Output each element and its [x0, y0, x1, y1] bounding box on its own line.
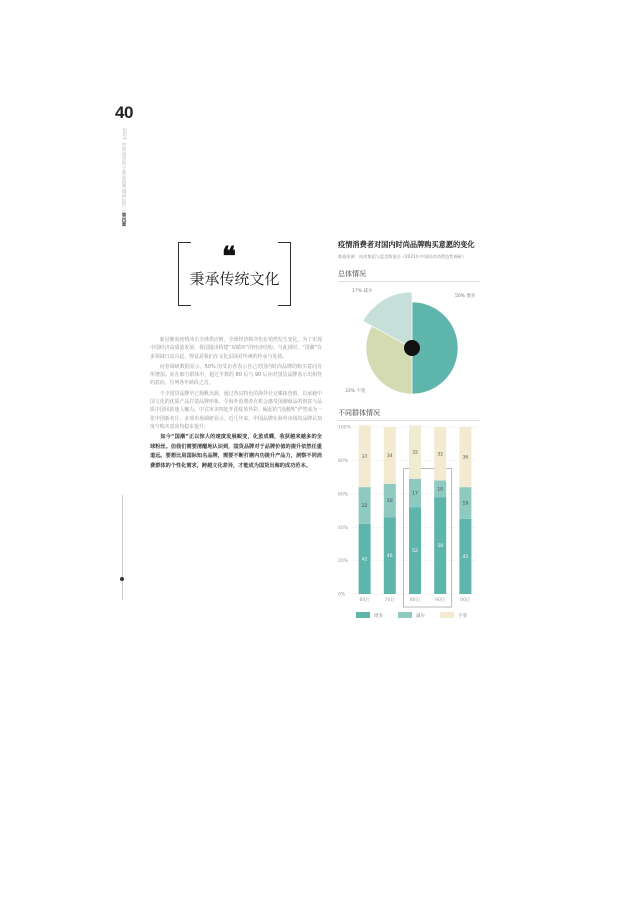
- side-section: 第四章: [121, 212, 126, 227]
- bar-value-label: 46: [386, 554, 393, 560]
- x-tick-label: 80后: [409, 598, 421, 603]
- legend-label: 减少: [416, 614, 425, 619]
- quote-icon: ❝: [222, 242, 236, 272]
- side-separator: |: [121, 209, 126, 212]
- x-tick-label: 60后: [359, 598, 370, 603]
- legend-label: 不变: [458, 614, 467, 619]
- y-tick-label: 20%: [338, 559, 349, 565]
- paragraph: 新冠肺炎疫情冲击全球供应链，全球经济秩序也在悄然发生变化。为了实现中国经济高质量发展，我国提出构建“双循环”的经济结构。与此同时，“国潮”在多领域日益兴起，得益是我们在文化层面对传统的传承与发扬。: [150, 337, 322, 360]
- chart-source: 数据来源：时尚集团与蓝美数据合《2021年中国时尚消费趋势调研》: [338, 254, 466, 259]
- side-year: 2021: [121, 128, 126, 141]
- y-tick-label: 100%: [338, 425, 351, 431]
- bar-value-label: 58: [437, 544, 444, 550]
- x-tick-label: 00后: [460, 598, 471, 603]
- legend-swatch: [440, 612, 454, 618]
- bar-value-label: 17: [412, 491, 418, 497]
- pie-slice-label: 33% 不变: [345, 389, 366, 394]
- bar-value-label: 37: [361, 454, 368, 460]
- legend-swatch: [398, 612, 412, 618]
- pie-slice-label: 50% 增多: [455, 294, 476, 299]
- bar-value-label: 52: [412, 549, 418, 555]
- y-tick-label: 60%: [338, 492, 349, 498]
- pie-center-dot: [404, 340, 420, 356]
- x-tick-label: 90后: [435, 598, 446, 603]
- bar-value-label: 34: [386, 453, 393, 459]
- section-title: 秉承传统文化: [189, 270, 280, 288]
- y-tick-label: 40%: [338, 525, 349, 531]
- paragraph: 问卷调研数据显示，50% 的受访者表示自己对国内时尚品牌的购买意向有所增加。而在细分群体中，超过半数的 80 后与 90 后向对国货品牌表示出相符的意向，位列各年龄段之首。: [150, 363, 322, 387]
- bar-value-label: 20: [386, 499, 393, 505]
- paragraph: 不少国货品牌早已扬帆出海，通过各具特色的海外社交媒体营销，以承载中国文化的优质产品打造品牌形象，令海外消费者有机会感受国潮商品的创意与品质中国风的迷人魅力。中式审美四处开花绽放异彩，崛起的“国潮热”俨然成为一张中国新名片。多项市场调研显示，近几年来，中国品牌在海外市场的品牌认知度与购买意向均稳步提升。: [150, 390, 322, 430]
- bar-value-label: 32: [412, 450, 418, 456]
- page-number: 40: [115, 103, 133, 122]
- bar-value-label: 42: [361, 557, 368, 563]
- bar-value-label: 36: [462, 455, 469, 461]
- side-title: 中国国货电子商品消费调研报告: [121, 141, 126, 208]
- pie-slice-label: 17% 减少: [352, 289, 373, 294]
- bar-value-label: 45: [462, 555, 469, 561]
- legend-swatch: [356, 612, 370, 618]
- bar-value-label: 22: [361, 504, 368, 510]
- bar-value-label: 10: [437, 487, 444, 493]
- emphasis-paragraph: 如今“国潮”正以惊人的速度发展蜕变，化茧成蝶，收获越来越多的全球粉丝。但我们需要清醒地认识到，国货品牌对于品牌价值的提升依然任重道远。要想比肩国际知名品牌，需要不断打磨内功提升产品力，洞察不同消费群体的个性化需求，跨越文化差异，才能成为国货出海的成功范本。: [150, 434, 322, 470]
- y-tick-label: 0%: [338, 592, 346, 598]
- y-tick-label: 80%: [338, 459, 349, 464]
- section-overall: 总体情况: [338, 270, 366, 278]
- chart-title: 疫情消费者对国内时尚品牌购买意愿的变化: [338, 240, 475, 249]
- x-tick-label: 70后: [384, 598, 395, 603]
- legend-label: 增多: [374, 614, 383, 619]
- bar-value-label: 19: [462, 501, 469, 507]
- bar-value-label: 32: [437, 452, 444, 458]
- section-groups: 不同群体情况: [338, 409, 380, 417]
